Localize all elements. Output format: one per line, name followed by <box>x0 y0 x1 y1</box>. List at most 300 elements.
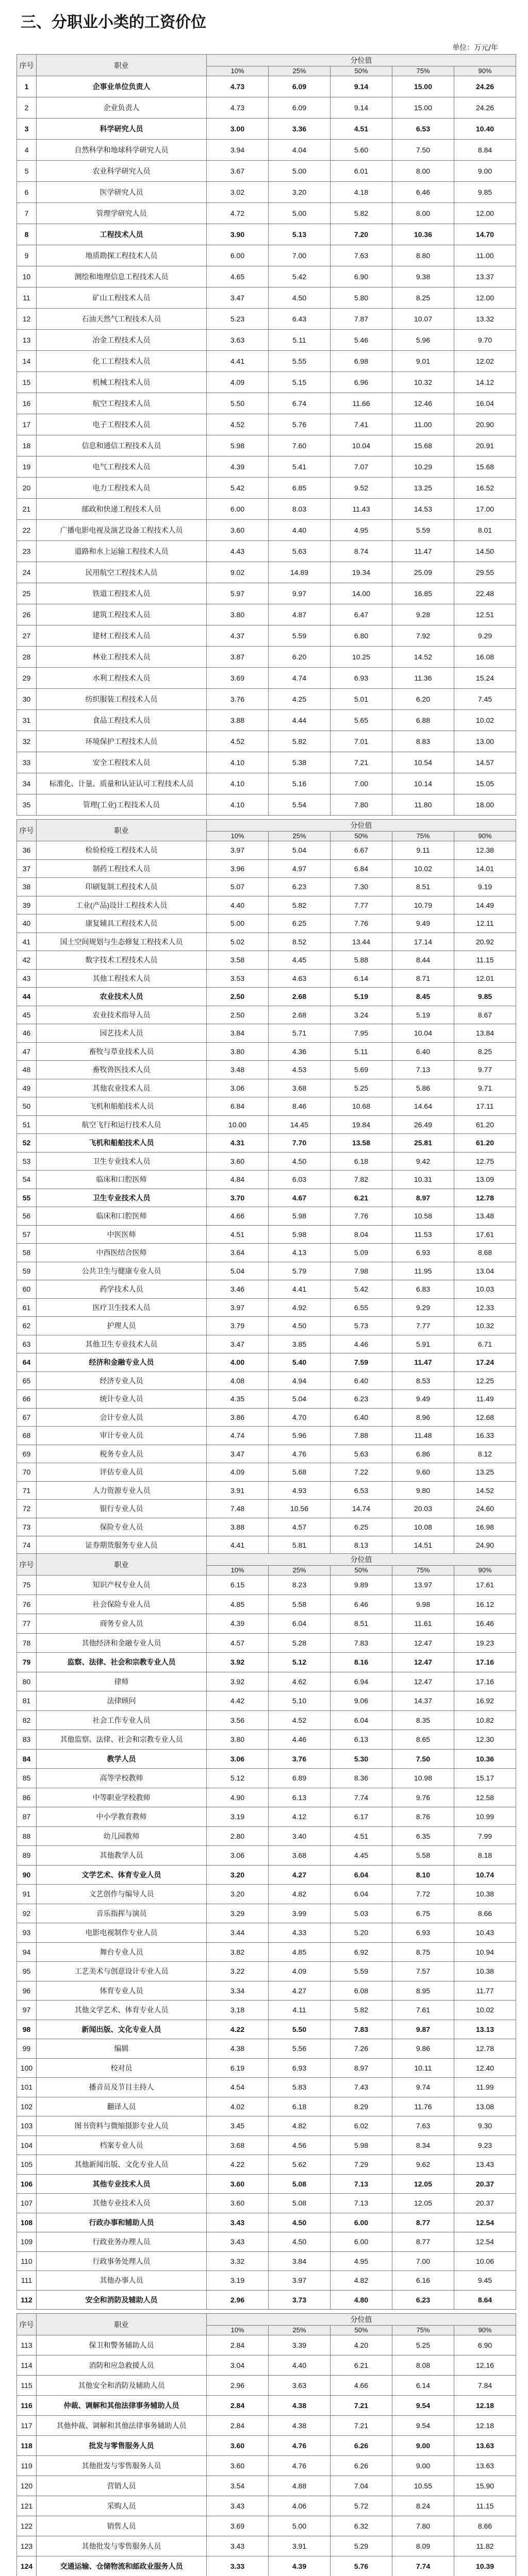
wage-value: 4.39 <box>207 1614 269 1634</box>
row-number: 35 <box>17 794 37 816</box>
wage-value: 9.49 <box>392 914 454 933</box>
wage-value: 4.51 <box>207 1225 269 1244</box>
wage-value: 12.00 <box>454 203 516 224</box>
wage-value: 3.60 <box>207 2456 269 2476</box>
header-occupation: 职业 <box>37 55 207 76</box>
occupation-name: 其他批发与零售服务人员 <box>37 2536 207 2556</box>
wage-value: 14.37 <box>392 1691 454 1711</box>
row-number: 88 <box>17 1826 37 1846</box>
wage-value: 5.65 <box>331 710 392 731</box>
wage-value: 6.88 <box>392 710 454 731</box>
table-row <box>17 2335 516 2355</box>
wage-value: 6.86 <box>392 1445 454 1463</box>
wage-value: 4.51 <box>331 1826 392 1846</box>
wage-value: 12.40 <box>454 2058 516 2078</box>
wage-value: 9.71 <box>454 1079 516 1097</box>
wage-value: 2.96 <box>207 2290 269 2310</box>
wage-value: 13.37 <box>454 266 516 287</box>
row-number: 112 <box>17 2290 37 2310</box>
wage-value: 10.40 <box>454 118 516 140</box>
wage-value: 3.69 <box>207 668 269 689</box>
table-row <box>17 2001 516 2020</box>
row-number: 86 <box>17 1788 37 1807</box>
wage-value: 17.16 <box>454 1672 516 1691</box>
wage-value: 5.04 <box>207 1262 269 1280</box>
table-row <box>17 182 516 203</box>
wage-value: 7.83 <box>331 2020 392 2039</box>
wage-value: 12.01 <box>454 969 516 988</box>
occupation-name: 其他文学艺术、体育专业人员 <box>37 2001 207 2020</box>
occupation-name: 其他批发与零售服务人员 <box>37 2456 207 2476</box>
row-number: 71 <box>17 1481 37 1500</box>
wage-value: 7.20 <box>331 224 392 245</box>
table-row <box>17 1152 516 1171</box>
wage-value: 6.18 <box>331 1152 392 1171</box>
wage-value: 13.25 <box>454 1463 516 1482</box>
row-number: 63 <box>17 1335 37 1353</box>
wage-value: 5.42 <box>331 1280 392 1299</box>
wage-value: 13.63 <box>454 2436 516 2456</box>
wage-value: 11.47 <box>392 1353 454 1372</box>
table-row <box>17 668 516 689</box>
occupation-name: 信息和通信工程技术人员 <box>37 435 207 456</box>
wage-value: 3.43 <box>207 2232 269 2252</box>
wage-value: 5.40 <box>269 1353 331 1372</box>
wage-value: 20.90 <box>454 414 516 435</box>
wage-value: 6.74 <box>269 393 331 414</box>
wage-value: 6.25 <box>331 1518 392 1536</box>
wage-value: 8.24 <box>392 2496 454 2516</box>
wage-value: 3.46 <box>207 1280 269 1299</box>
occupation-name: 社会工作专业人员 <box>37 1710 207 1730</box>
wage-value: 7.00 <box>331 773 392 794</box>
occupation-name: 标准化、计量、质量和认证认可工程技术人员 <box>37 773 207 794</box>
wage-value: 4.76 <box>269 2456 331 2476</box>
table-row <box>17 499 516 520</box>
occupation-name: 营销人员 <box>37 2476 207 2496</box>
table-row <box>17 1788 516 1807</box>
row-number: 104 <box>17 2136 37 2155</box>
table-row <box>17 1749 516 1769</box>
row-number: 7 <box>17 203 37 224</box>
occupation-name: 其他专业技术人员 <box>37 2174 207 2194</box>
wage-value: 14.57 <box>454 752 516 773</box>
wage-value: 7.21 <box>331 2416 392 2436</box>
wage-value: 7.74 <box>392 2556 454 2576</box>
occupation-name: 电影电视制作专业人员 <box>37 1923 207 1943</box>
wage-value: 7.60 <box>269 435 331 456</box>
wage-value: 6.93 <box>392 1244 454 1262</box>
wage-value: 2.68 <box>269 988 331 1006</box>
wage-value: 4.63 <box>269 969 331 988</box>
wage-value: 7.63 <box>392 2116 454 2136</box>
row-number: 42 <box>17 951 37 970</box>
wage-value: 14.49 <box>454 896 516 914</box>
wage-value: 12.18 <box>454 2396 516 2416</box>
wage-value: 3.36 <box>269 118 331 140</box>
wage-value: 6.15 <box>207 1575 269 1595</box>
wage-value: 5.54 <box>269 794 331 816</box>
wage-value: 25.09 <box>392 562 454 583</box>
occupation-name: 银行专业人员 <box>37 1500 207 1518</box>
occupation-name: 化工工程技术人员 <box>37 351 207 372</box>
row-number: 48 <box>17 1061 37 1079</box>
wage-value: 7.00 <box>269 245 331 266</box>
wage-value: 3.63 <box>269 2376 331 2396</box>
occupation-name: 知识产权专业人员 <box>37 1575 207 1595</box>
table-row <box>17 1042 516 1061</box>
occupation-name: 安全工程技术人员 <box>37 752 207 773</box>
wage-value: 24.26 <box>454 76 516 97</box>
wage-value: 19.84 <box>331 1115 392 1134</box>
wage-value: 6.96 <box>331 372 392 393</box>
wage-value: 8.01 <box>454 520 516 541</box>
table-row <box>17 1518 516 1536</box>
wage-value: 12.51 <box>454 604 516 625</box>
table-row <box>17 896 516 914</box>
wage-value: 8.97 <box>331 2058 392 2078</box>
table-row <box>17 2039 516 2059</box>
wage-value: 9.28 <box>392 604 454 625</box>
wage-value: 14.74 <box>331 1500 392 1518</box>
row-number: 101 <box>17 2078 37 2097</box>
occupation-name: 其他工程技术人员 <box>37 969 207 988</box>
wage-value: 11.49 <box>454 1390 516 1409</box>
wage-value: 5.00 <box>269 203 331 224</box>
row-number: 114 <box>17 2355 37 2376</box>
row-number: 118 <box>17 2436 37 2456</box>
occupation-name: 证券期货服务专业人员 <box>37 1536 207 1555</box>
table-row <box>17 351 516 372</box>
wage-value: 4.38 <box>269 2396 331 2416</box>
wage-value: 5.56 <box>269 2039 331 2059</box>
row-number: 77 <box>17 1614 37 1634</box>
wage-value: 6.89 <box>269 1769 331 1788</box>
wage-value: 9.00 <box>454 161 516 182</box>
wage-value: 4.11 <box>269 2001 331 2020</box>
occupation-name: 药学技术人员 <box>37 1280 207 1299</box>
row-number: 78 <box>17 1633 37 1653</box>
occupation-name: 管理学研究人员 <box>37 203 207 224</box>
wage-value: 5.71 <box>269 1024 331 1043</box>
wage-value: 6.20 <box>269 647 331 668</box>
wage-value: 12.47 <box>392 1633 454 1653</box>
wage-value: 8.74 <box>331 541 392 562</box>
wage-value: 6.23 <box>392 2290 454 2310</box>
wage-value: 12.75 <box>454 1152 516 1171</box>
wage-value: 8.96 <box>392 1408 454 1427</box>
row-number: 36 <box>17 841 37 860</box>
wage-value: 5.60 <box>331 140 392 161</box>
occupation-name: 文学艺术、体育专业人员 <box>37 1865 207 1885</box>
wage-value: 20.91 <box>454 435 516 456</box>
table-row <box>17 1923 516 1943</box>
wage-value: 5.00 <box>269 161 331 182</box>
row-number: 67 <box>17 1408 37 1427</box>
wage-value: 6.84 <box>207 1097 269 1116</box>
wage-value: 3.60 <box>207 2194 269 2213</box>
occupation-name: 管理(工业)工程技术人员 <box>37 794 207 816</box>
wage-value: 5.07 <box>207 878 269 896</box>
wage-value: 5.00 <box>269 2516 331 2536</box>
occupation-name: 人力资源专业人员 <box>37 1481 207 1500</box>
wage-value: 7.87 <box>331 309 392 330</box>
wage-value: 11.36 <box>392 668 454 689</box>
table-row <box>17 1962 516 1981</box>
wage-value: 8.34 <box>392 2136 454 2155</box>
wage-value: 7.98 <box>331 1262 392 1280</box>
occupation-name: 安全和消防及辅助人员 <box>37 2290 207 2310</box>
table-row <box>17 478 516 499</box>
wage-value: 13.09 <box>454 1171 516 1189</box>
occupation-name: 卫生专业技术人员 <box>37 1152 207 1171</box>
table-row <box>17 140 516 161</box>
wage-value: 3.04 <box>207 2355 269 2376</box>
row-number: 10 <box>17 266 37 287</box>
wage-value: 3.69 <box>207 2516 269 2536</box>
wage-value: 14.53 <box>392 499 454 520</box>
wage-value: 4.76 <box>269 2436 331 2456</box>
table-row <box>17 1904 516 1923</box>
wage-value: 4.09 <box>207 1463 269 1482</box>
row-number: 69 <box>17 1445 37 1463</box>
occupation-name: 其他仲裁、调解和其他法律事务辅助人员 <box>37 2416 207 2436</box>
wage-value: 10.14 <box>392 773 454 794</box>
occupation-name: 仲裁、调解和其他法律事务辅助人员 <box>37 2396 207 2416</box>
wage-value: 5.25 <box>392 2335 454 2355</box>
wage-value: 3.47 <box>207 1335 269 1353</box>
wage-value: 25.81 <box>392 1134 454 1153</box>
table-row <box>17 2116 516 2136</box>
wage-value: 10.36 <box>392 224 454 245</box>
row-number: 58 <box>17 1244 37 1262</box>
wage-value: 3.22 <box>207 1962 269 1981</box>
wage-value: 5.59 <box>331 1962 392 1981</box>
table-row <box>17 2078 516 2097</box>
wage-value: 5.11 <box>331 1042 392 1061</box>
wage-value: 3.70 <box>207 1189 269 1207</box>
wage-value: 3.92 <box>207 1653 269 1672</box>
occupation-name: 企事业单位负责人 <box>37 76 207 97</box>
row-number: 24 <box>17 562 37 583</box>
wage-value: 3.06 <box>207 1846 269 1866</box>
wage-value: 8.10 <box>392 1865 454 1885</box>
wage-value: 3.60 <box>207 520 269 541</box>
wage-value: 4.46 <box>331 1335 392 1353</box>
table-row <box>17 1280 516 1299</box>
wage-value: 5.50 <box>269 2020 331 2039</box>
wage-value: 4.82 <box>331 2271 392 2291</box>
row-number: 81 <box>17 1691 37 1711</box>
table-row <box>17 1826 516 1846</box>
row-number: 90 <box>17 1865 37 1885</box>
table-row <box>17 1710 516 1730</box>
wage-value: 4.66 <box>331 2376 392 2396</box>
wage-value: 5.98 <box>269 1207 331 1226</box>
wage-value: 14.12 <box>454 372 516 393</box>
wage-value: 6.93 <box>269 2058 331 2078</box>
wage-value: 6.00 <box>331 2213 392 2232</box>
wage-value: 6.08 <box>331 1981 392 2001</box>
table-row <box>17 1024 516 1043</box>
wage-value: 6.23 <box>269 878 331 896</box>
wage-value: 6.04 <box>331 1865 392 1885</box>
wage-value: 11.15 <box>454 2496 516 2516</box>
wage-value: 16.33 <box>454 1427 516 1445</box>
wage-value: 3.91 <box>269 2536 331 2556</box>
occupation-name: 经济专业人员 <box>37 1371 207 1390</box>
wage-value: 7.26 <box>331 2039 392 2059</box>
wage-value: 4.88 <box>269 2476 331 2496</box>
wage-value: 10.06 <box>454 2251 516 2271</box>
wage-value: 8.97 <box>392 1189 454 1207</box>
row-number: 1 <box>17 76 37 97</box>
wage-value: 3.56 <box>207 1710 269 1730</box>
wage-value: 5.08 <box>269 2174 331 2194</box>
wage-value: 9.98 <box>392 1595 454 1614</box>
table-row <box>17 1115 516 1134</box>
table-row <box>17 2251 516 2271</box>
wage-value: 5.82 <box>331 203 392 224</box>
wage-value: 5.42 <box>207 478 269 499</box>
table-row <box>17 878 516 896</box>
wage-value: 9.97 <box>269 583 331 604</box>
wage-value: 10.32 <box>454 1317 516 1335</box>
wage-value: 7.76 <box>331 914 392 933</box>
wage-value: 10.79 <box>392 896 454 914</box>
wage-value: 3.88 <box>207 710 269 731</box>
table-row <box>17 2476 516 2496</box>
wage-value: 9.19 <box>454 878 516 896</box>
occupation-name: 税务专业人员 <box>37 1445 207 1463</box>
row-number: 123 <box>17 2536 37 2556</box>
wage-value: 6.94 <box>331 1672 392 1691</box>
occupation-name: 会计专业人员 <box>37 1408 207 1427</box>
wage-value: 5.86 <box>392 1079 454 1097</box>
occupation-name: 播音员及节目主持人 <box>37 2078 207 2097</box>
wage-value: 3.99 <box>269 1904 331 1923</box>
table-row <box>17 988 516 1006</box>
wage-value: 3.84 <box>269 2251 331 2271</box>
wage-value: 12.00 <box>454 287 516 309</box>
wage-value: 9.29 <box>454 625 516 647</box>
row-number: 89 <box>17 1846 37 1866</box>
wage-value: 3.20 <box>207 1885 269 1904</box>
row-number: 96 <box>17 1981 37 2001</box>
wage-value: 10.11 <box>392 2058 454 2078</box>
occupation-name: 图书资料与微缩摄影专业人员 <box>37 2116 207 2136</box>
wage-value: 5.23 <box>207 309 269 330</box>
wage-value: 4.56 <box>269 2136 331 2155</box>
wage-value: 20.37 <box>454 2194 516 2213</box>
wage-value: 11.61 <box>392 1614 454 1634</box>
table-row <box>17 1730 516 1750</box>
wage-value: 4.85 <box>207 1595 269 1614</box>
wage-value: 9.14 <box>331 97 392 118</box>
wage-value: 8.80 <box>392 245 454 266</box>
wage-value: 14.50 <box>454 541 516 562</box>
wage-value: 16.52 <box>454 478 516 499</box>
wage-value: 5.83 <box>269 2078 331 2097</box>
wage-value: 6.53 <box>331 1481 392 1500</box>
wage-value: 10.31 <box>392 1171 454 1189</box>
wage-value: 7.72 <box>392 1885 454 1904</box>
wage-value: 7.13 <box>331 2174 392 2194</box>
table-row <box>17 2058 516 2078</box>
table-row <box>17 161 516 182</box>
wage-value: 5.58 <box>392 1846 454 1866</box>
header-no: 序号 <box>17 820 37 841</box>
row-number: 93 <box>17 1923 37 1943</box>
wage-value: 4.40 <box>269 2355 331 2376</box>
wage-value: 6.13 <box>331 1730 392 1750</box>
table-row <box>17 2516 516 2536</box>
row-number: 87 <box>17 1807 37 1827</box>
wage-value: 4.52 <box>207 731 269 752</box>
wage-value: 7.77 <box>392 1317 454 1335</box>
wage-value: 5.91 <box>392 1335 454 1353</box>
wage-value: 6.85 <box>269 478 331 499</box>
wage-value: 13.43 <box>454 2155 516 2175</box>
wage-value: 4.50 <box>269 1152 331 1171</box>
wage-value: 2.84 <box>207 2335 269 2355</box>
wage-value: 8.00 <box>392 161 454 182</box>
wage-value: 20.03 <box>392 1500 454 1518</box>
wage-value: 14.70 <box>454 224 516 245</box>
row-number: 85 <box>17 1769 37 1788</box>
wage-value: 3.54 <box>207 2476 269 2496</box>
wage-value: 9.54 <box>392 2396 454 2416</box>
wage-value: 4.95 <box>331 520 392 541</box>
wage-value: 7.70 <box>269 1134 331 1153</box>
wage-value: 11.95 <box>392 1262 454 1280</box>
wage-value: 15.90 <box>454 2476 516 2496</box>
wage-value: 8.25 <box>392 287 454 309</box>
wage-value: 5.02 <box>207 933 269 951</box>
row-number: 40 <box>17 914 37 933</box>
wage-value: 18.00 <box>454 794 516 816</box>
occupation-name: 国土空间规划与生态修复工程技术人员 <box>37 933 207 951</box>
wage-value: 5.42 <box>269 266 331 287</box>
table-row <box>17 2496 516 2516</box>
row-number: 107 <box>17 2194 37 2213</box>
wage-value: 7.61 <box>392 2001 454 2020</box>
header-percentile: 50% <box>331 832 392 841</box>
wage-value: 12.33 <box>454 1298 516 1317</box>
occupation-name: 幼儿园教师 <box>37 1826 207 1846</box>
wage-value: 15.05 <box>454 773 516 794</box>
wage-value: 12.18 <box>454 2416 516 2436</box>
wage-value: 13.25 <box>392 478 454 499</box>
wage-value: 5.13 <box>269 224 331 245</box>
wage-value: 5.08 <box>269 2194 331 2213</box>
header-percentile: 75% <box>392 1566 454 1575</box>
wage-value: 3.44 <box>207 1923 269 1943</box>
wage-value: 2.84 <box>207 2396 269 2416</box>
occupation-name: 检验检疫工程技术人员 <box>37 841 207 860</box>
occupation-name: 农业技术人员 <box>37 988 207 1006</box>
occupation-name: 建材工程技术人员 <box>37 625 207 647</box>
wage-value: 5.73 <box>331 1317 392 1335</box>
wage-value: 7.22 <box>331 1463 392 1482</box>
row-number: 52 <box>17 1134 37 1153</box>
occupation-name: 社会保险专业人员 <box>37 1595 207 1614</box>
occupation-name: 护理人员 <box>37 1317 207 1335</box>
row-number: 19 <box>17 456 37 478</box>
wage-value: 8.67 <box>454 1006 516 1024</box>
table-row <box>17 456 516 478</box>
table-row <box>17 2556 516 2576</box>
